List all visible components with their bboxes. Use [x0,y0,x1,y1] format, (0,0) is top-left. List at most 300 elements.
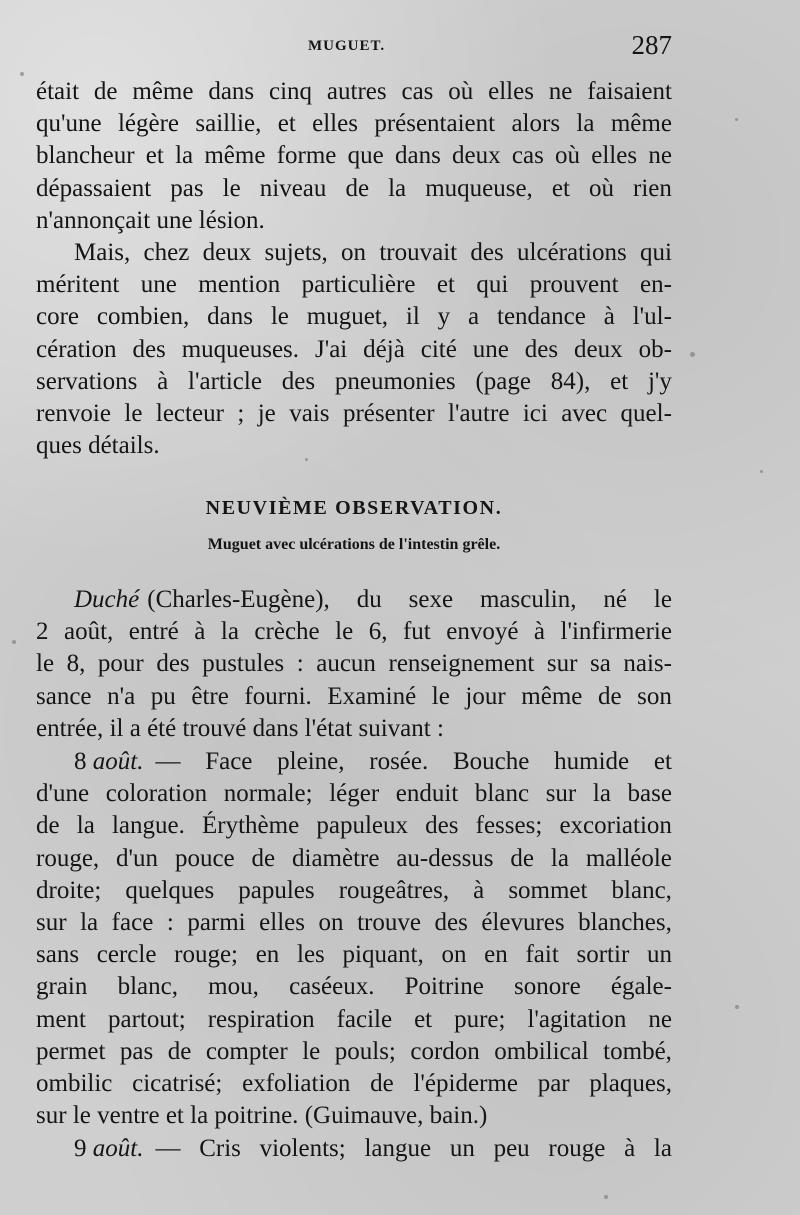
text-line [36,398,672,430]
word: même [204,142,266,170]
text-line [36,616,672,648]
running-head: MUGUET. [308,38,386,54]
entry-date [74,746,143,778]
word: rouge, [36,844,100,872]
word: jour [465,682,506,710]
word: deux [202,239,252,266]
word: compter [205,1037,288,1065]
word: exfoliation [242,1069,351,1097]
patient-name: Duché [74,586,140,613]
text-line [36,205,672,237]
word: rosée. [369,748,429,775]
word: cordon [410,1037,480,1065]
word: d'une [36,780,90,808]
text-line [36,366,672,398]
word: entré [128,618,179,646]
word: (Guimauve, [304,1102,424,1130]
word: par [537,1069,570,1097]
word: des [434,908,468,936]
word: à [603,303,615,331]
text-line [36,334,672,366]
word: pouls; [334,1037,396,1065]
word: égale- [610,973,672,1001]
word: le [222,174,241,202]
word: n'annonçait [36,206,151,234]
word: sujets, [264,239,328,266]
text-line [36,269,672,301]
word: il [109,714,124,742]
word: des [132,335,166,363]
word: qui [640,239,672,266]
word: né [603,586,627,613]
word: quelques [125,876,215,904]
text-line [36,140,672,172]
word: en [484,941,508,969]
word: autres [326,78,387,105]
text-line [36,648,672,680]
word: combien, [96,303,190,331]
word: elles [488,78,534,105]
word: méritent [36,271,120,299]
word: ; [237,399,245,427]
word: muqueuses. [181,335,300,363]
word: la [576,110,595,138]
text-line [36,1004,672,1036]
word: servations [36,367,138,395]
word: pleine, [277,748,345,775]
foxing-speck [12,640,16,644]
word: papuleux [316,812,408,840]
word: le [36,650,55,678]
word: niveau [259,174,327,202]
word: bain.) [429,1102,488,1130]
word: en- [640,271,672,299]
word: face [111,908,154,936]
word: été [147,714,177,742]
word: ne [648,1005,672,1033]
word: sa [589,650,611,678]
word: légère [117,110,180,138]
word: et [165,1102,184,1130]
word: 84), [550,367,591,395]
section-title: NEUVIÈME OBSERVATION. [205,497,503,519]
word: où [448,78,474,105]
word: élevures [481,908,565,936]
text-line [36,584,672,616]
word: l'épiderme [413,1069,518,1097]
word: cinq [269,78,313,105]
word: à [157,367,169,395]
word: caséeux. [289,973,375,1001]
word: un [449,1135,475,1162]
text-line [36,108,672,140]
word: et [653,748,672,775]
word: envoyé [446,618,519,646]
word: était [36,78,80,105]
word: le [270,303,289,331]
word: blancheur [36,142,135,170]
word: l'article [188,367,262,395]
text-line [36,1036,672,1068]
text-line [36,971,672,1003]
word: cas [511,142,544,170]
word: alors [511,110,561,138]
word: et [277,110,296,138]
paragraph-1 [36,76,672,237]
word: ob- [638,335,672,363]
word: sortir [576,941,630,969]
word: dans [207,303,253,331]
entry-date-month: août. [92,1135,144,1162]
word: à [533,618,546,646]
word: Examiné [327,682,417,710]
text-line [36,939,672,971]
word: qui [476,271,509,299]
entry-date [74,1133,143,1165]
foxing-speck [20,72,24,76]
word: son [637,682,672,710]
word: l'infirmerie [560,618,672,646]
word: je [257,399,276,427]
word: malléole [585,844,672,872]
word: la [76,812,95,840]
word: la [653,1135,672,1162]
text-line [36,778,672,810]
word: dans [394,142,441,170]
word: J'ai [314,335,348,363]
word: ulcérations [517,239,627,266]
word: avec [561,399,608,427]
text-line [36,430,672,462]
word: parmi [187,908,246,936]
word: pour [97,650,144,678]
entry-date-day: 9 [74,1135,87,1162]
word: on [341,239,367,266]
word: Érythème [202,812,300,840]
word: cas [401,78,434,105]
word: de [36,812,60,840]
word: fourni. [244,682,312,710]
entry-date-day: 8 [74,748,87,775]
text-line [36,76,672,108]
word: muguet, [306,303,388,331]
word: trouvait [379,239,458,266]
word: la [592,780,611,808]
word: muqueuse, [425,174,533,202]
word: les [297,941,325,969]
text-line [36,875,672,907]
word: 6, [368,618,388,646]
word: et [436,271,455,299]
word: plaques, [589,1069,672,1097]
paragraph-2 [36,237,672,462]
word: (Charles-Eugène), [147,586,330,613]
word: pas [170,174,204,202]
word: des [156,650,190,678]
word: cercle [96,941,157,969]
word: présenter [342,399,435,427]
word: core [36,303,80,331]
word: et [414,1005,433,1033]
word: pure; [454,1005,506,1033]
word: sur [36,908,67,936]
word: deux [574,335,623,363]
word: en [255,941,280,969]
word: de [597,682,622,710]
word: ne [648,142,672,170]
word: des [524,335,559,363]
word: de [167,1037,192,1065]
text-line [36,713,672,745]
word: quel- [620,399,672,427]
word: rougeâtres, [338,876,450,904]
word: l'état [304,714,353,742]
word: particulière [301,271,416,299]
word: vais [289,399,330,427]
foxing-speck [735,118,738,121]
word: la [388,174,407,202]
word: sommet [508,876,588,904]
word: cité [420,335,457,363]
word: Cris [199,1135,241,1162]
word: dans [208,78,255,105]
word: une [156,206,193,234]
word: diamètre [292,844,380,872]
observation-paragraph-1 [36,584,672,745]
word: on [318,908,344,936]
word: sonore [514,973,581,1001]
word: langue [364,1135,432,1162]
word: 2 [36,618,49,646]
word: masculin, [479,586,577,613]
line-rest [143,1133,672,1165]
foxing-speck [760,470,763,473]
word: pouce [174,844,235,872]
word: mou, [208,973,259,1001]
word: la [175,142,194,170]
line-rest [139,584,672,616]
word: le [431,682,450,710]
text-line [36,681,672,713]
line-rest [143,746,672,778]
word: le [335,618,354,646]
text-line [36,237,672,269]
word: a [129,714,141,742]
word: enduit [395,780,459,808]
word: la [80,908,99,936]
word: respiration [207,1005,315,1033]
page-header [36,30,672,64]
word: ventre [97,1102,160,1130]
word: blanc [474,780,530,808]
word: j'y [647,367,672,395]
word: de [370,1069,394,1097]
word: Face [205,748,253,775]
word: aucun [316,650,376,678]
word: et [551,174,570,202]
word: forme [276,142,337,170]
word: ombilic [36,1069,113,1097]
word: ques [36,432,82,460]
word: ment [36,1005,86,1033]
word: violents; [259,1135,346,1162]
word: blanc, [117,973,178,1001]
word: elles [312,110,358,138]
word: crèche [254,618,320,646]
word: où [555,142,581,170]
word: il [405,303,420,331]
word: saillie, [195,110,262,138]
word: suivant [358,714,431,742]
word: des [470,239,504,266]
word: Poitrine [404,973,484,1001]
word: a [468,303,480,331]
text-line [36,1133,672,1165]
section-subtitle: Muguet avec ulcérations de l'intestin grêle. [207,536,501,553]
word: lecteur [155,399,224,427]
word: partout; [107,1005,186,1033]
text-line [36,810,672,842]
word: langue. [111,812,185,840]
word: coloration [105,780,208,808]
word: une [472,335,509,363]
word: une [140,271,177,299]
word: rien [633,174,672,202]
word: sur [546,650,578,678]
word: dans [252,714,299,742]
word: où [588,174,614,202]
observation-entry-8-aout [36,746,672,1132]
word: humide [554,748,630,775]
word: l'autre [448,399,510,427]
word: : [436,714,444,742]
word: ici [522,399,548,427]
text-line [36,173,672,205]
word: déjà [363,335,405,363]
word: l'agitation [527,1005,627,1033]
word: base [627,780,672,808]
word: et [145,142,164,170]
foxing-speck [604,1195,608,1199]
word: deux [452,142,501,170]
word: même [132,78,194,105]
word: blanc, [611,876,672,904]
word: droite; [36,876,102,904]
word: pu [150,682,176,710]
word: pas [119,1037,154,1065]
word: permet [36,1037,106,1065]
observation-entry-9-aout [36,1133,672,1165]
text-line [36,907,672,939]
word: et [610,367,629,395]
word: dépassaient [36,174,152,202]
word: qu'une [36,110,102,138]
word: la [190,1102,209,1130]
word: : [296,650,304,678]
word: : [166,908,174,936]
text-line [36,1068,672,1100]
word: renvoie [36,399,111,427]
word: au-dessus [396,844,494,872]
word: des [281,367,316,395]
word: grain [36,973,88,1001]
word: peu [493,1135,530,1162]
word: sance [36,682,92,710]
word: lésion. [198,206,265,234]
word: le [124,399,143,427]
word: même [521,682,583,710]
word: le [653,586,672,613]
word: blanches, [578,908,672,936]
word: l'ul- [632,303,672,331]
word: la [220,618,239,646]
word: facile [336,1005,393,1033]
text-line [36,746,672,778]
word: y [437,303,451,331]
word: faisaient [587,78,672,105]
word: excoriation [559,812,672,840]
word: des [425,812,459,840]
word: être [191,682,229,710]
word: rouge; [174,941,238,969]
word: (page [475,367,531,395]
word: pustules [202,650,285,678]
word: à [624,1135,636,1162]
word: fait [525,941,559,969]
word: même [610,110,672,138]
word: elles [259,908,305,936]
word: trouvé [182,714,247,742]
text-line [36,301,672,333]
word: tendance [497,303,586,331]
word: rouge [548,1135,606,1162]
word: — [155,748,181,775]
word: renseignement [388,650,535,678]
word: d'un [116,844,159,872]
word: un [646,941,672,969]
word: que [347,142,384,170]
word: ombilical [494,1037,589,1065]
word: piquant, [342,941,424,969]
text-line [36,1100,672,1132]
word: ne [548,78,573,105]
word: de [510,844,535,872]
word: elles [591,142,638,170]
word: août, [64,618,114,646]
word: nais- [623,650,672,678]
word: trouve [357,908,421,936]
word: sans [36,941,80,969]
word: de [345,174,370,202]
word: présentaient [374,110,496,138]
text-line [36,843,672,875]
word: prouvent [529,271,619,299]
word: le [302,1037,321,1065]
word: sur [36,1102,67,1130]
word: chez [143,239,190,266]
word: entrée, [36,714,104,742]
word: mention [198,271,281,299]
word: poitrine. [214,1102,299,1130]
page-number: 287 [631,30,672,60]
word: léger [329,780,380,808]
word: de [251,844,276,872]
word: cération [36,335,117,363]
word: sexe [408,586,454,613]
word: sur [545,780,577,808]
word: du [356,586,382,613]
word: détails. [88,432,160,460]
